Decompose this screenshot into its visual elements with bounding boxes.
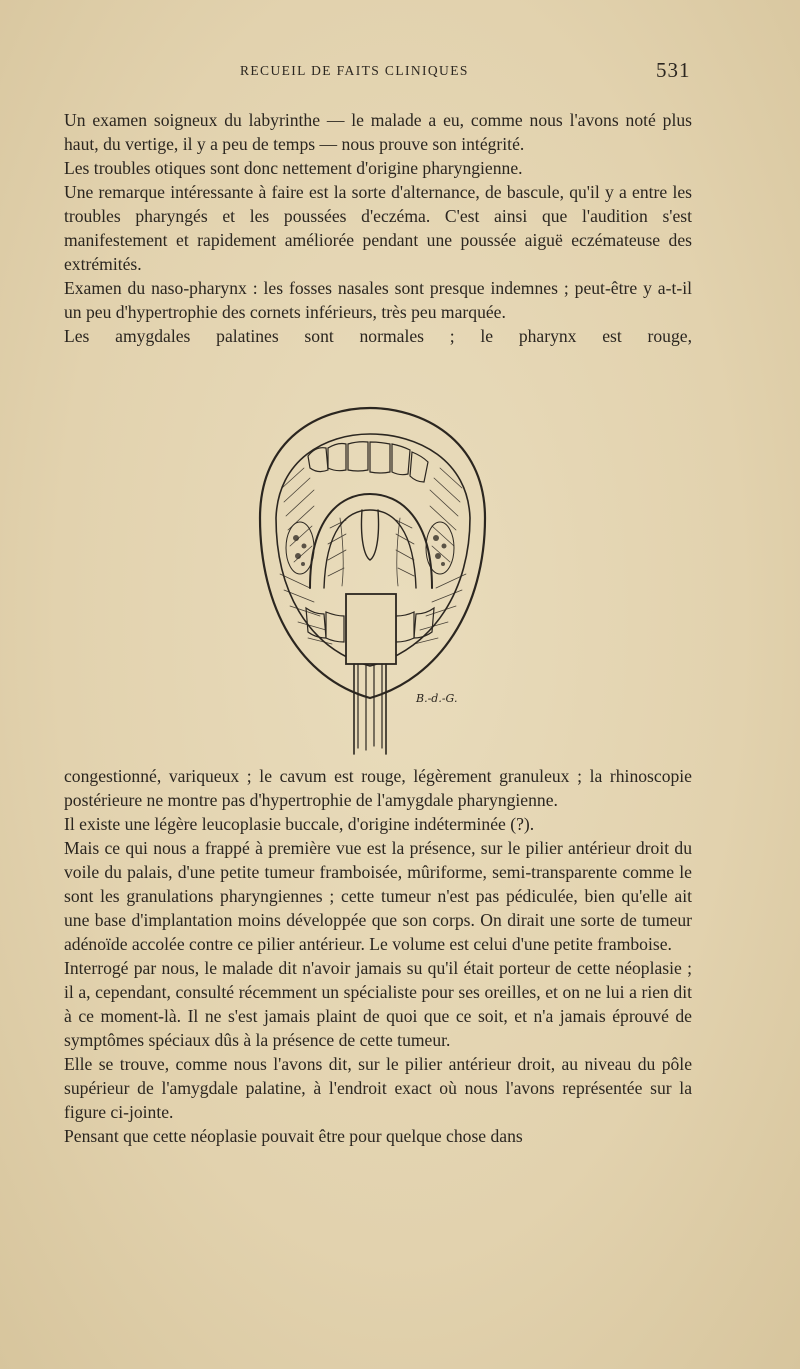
paragraph: Les amygdales palatines sont normales ; le pharynx est rouge,: [64, 326, 692, 346]
paragraph: Elle se trouve, comme nous l'avons dit, sur le pilier antérieur droit, au niveau du pôle supérieur de l'amygdale palatine, à l'endroit exact où nous l'avons représentée sur la figure ci-jointe.: [64, 1054, 692, 1122]
paragraph: Les troubles otiques sont donc nettement d'origine pharyngienne.: [64, 158, 523, 178]
text-block-bottom: [64, 764, 692, 1148]
paragraph: Il existe une légère leucoplasie buccale, d'origine indéterminée (?).: [64, 814, 535, 834]
paragraph: Une remarque intéressante à faire est la sorte d'alternance, de bascule, qu'il y a entre les troubles pharyngés et les poussées d'eczéma. C'est ainsi que l'audition s'est manifestement et rapidement améliorée pendant une poussée aiguë eczémateuse des extrémités.: [64, 182, 692, 274]
paragraph: congestionné, variqueux ; le cavum est rouge, légèrement granuleux ; la rhinoscopie postérieure ne montre pas d'hypertrophie de l'amygdale pharyngienne.: [64, 766, 692, 810]
paragraph: Un examen soigneux du labyrinthe — le malade a eu, comme nous l'avons noté plus haut, du vertige, il y a peu de temps — nous prouve son intégrité.: [64, 110, 692, 154]
paragraph: Examen du naso-pharynx : les fosses nasales sont presque indemnes ; peut-être y a-t-il un peu d'hypertrophie des cornets inférieurs, très peu marquée.: [64, 278, 692, 322]
throat-figure: [240, 398, 500, 760]
paragraph: Mais ce qui nous a frappé à première vue est la présence, sur le pilier antérieur droit du voile du palais, d'une petite tumeur framboisée, mûriforme, semi-transparente comme le sont les granulations pharyngiennes ; cette tumeur n'est pas pédiculée, bien qu'elle ait une base d'implantation moins développée que son corps. On dirait une sorte de tumeur adénoïde accolée contre ce pilier antérieur. Le volume est celui d'une petite framboise.: [64, 838, 692, 954]
page-number: 531: [656, 58, 691, 82]
text-block-top: [64, 108, 692, 348]
artist-signature: B.-d.-G.: [416, 692, 458, 705]
open-mouth-throat-illustration: [240, 398, 500, 760]
paragraph: Pensant que cette néoplasie pouvait être pour quelque chose dans: [64, 1126, 523, 1146]
running-head: RECUEIL DE FAITS CLINIQUES: [240, 63, 469, 78]
paragraph: Interrogé par nous, le malade dit n'avoir jamais su qu'il était porteur de cette néoplasie ; il a, cependant, consulté récemment un spécialiste pour ses oreilles, et on ne lui a rien dit à ce moment-là. Il ne s'est jamais plaint de quoi que ce soit, et n'a jamais éprouvé de symptômes spéciaux dûs à la présence de cette tumeur.: [64, 958, 692, 1050]
